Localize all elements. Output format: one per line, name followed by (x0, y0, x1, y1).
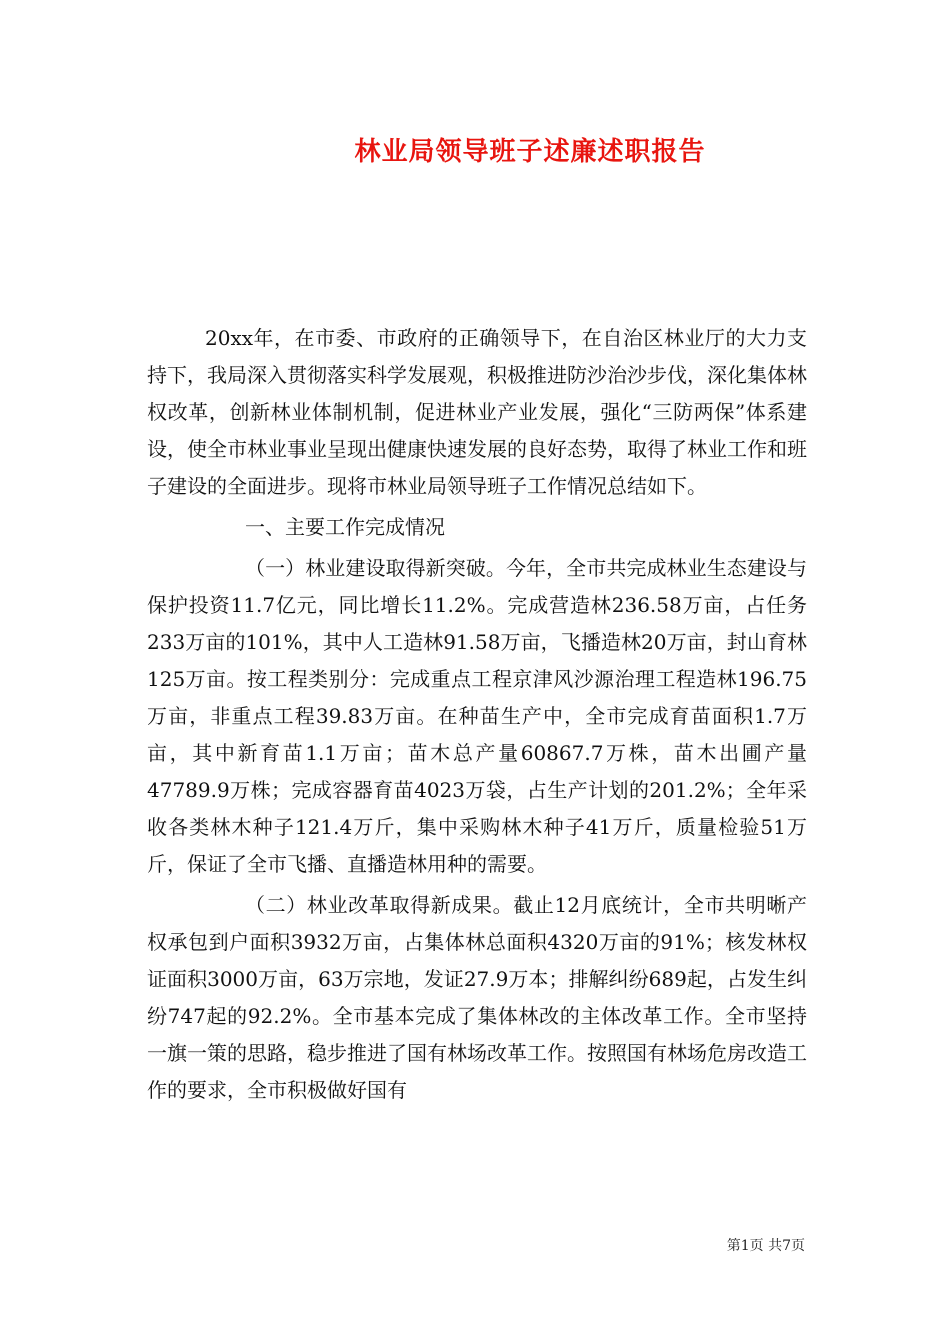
document-title: 林业局领导班子述廉述职报告 (354, 137, 706, 167)
section-heading-main-work: 一、主要工作完成情况 (245, 515, 445, 539)
document-body (147, 320, 807, 1113)
intro-paragraph: 20xx年，在市委、市政府的正确领导下，在自治区林业厅的大力支持下，我局深入贯彻落实科学发展观，积极推进防沙治沙步伐，深化集体林权改革，创新林业体制机制，促进林业产业发展，强化“三防两保”体系建设，使全市林业事业呈现出健康快速发展的良好态势，取得了林业工作和班子建设的全面进步。现将市林业局领导班子工作情况总结如下。 (147, 326, 807, 498)
section-1-paragraph: （一）林业建设取得新突破。今年，全市共完成林业生态建设与保护投资11.7亿元，同比增长11.2%。完成营造林236.58万亩，占任务233万亩的101%，其中人工造林91.58万亩，飞播造林20万亩，封山育林125万亩。按工程类别分：完成重点工程京津风沙源治理工程造林196.75万亩，非重点工程39.83万亩。在种苗生产中，全市完成育苗面积1.7万亩，其中新育苗1.1万亩；苗木总产量60867.7万株，苗木出圃产量47789.9万株；完成容器育苗4023万袋，占生产计划的201.2%；全年采收各类林木种子121.4万斤，集中采购林木种子41万斤，质量检验51万斤，保证了全市飞播、直播造林用种的需要。 (147, 556, 807, 876)
page-number-footer: 第1页 共7页 (726, 1238, 805, 1254)
section-2-paragraph: （二）林业改革取得新成果。截止12月底统计，全市共明晰产权承包到户面积3932万亩，占集体林总面积4320万亩的91%；核发林权证面积3000万亩，63万宗地，发证27.9万本；排解纠纷689起，占发生纠纷747起的92.2%。全市基本完成了集体林改的主体改革工作。全市坚持一旗一策的思路，稳步推进了国有林场改革工作。按照国有林场危房改造工作的要求，全市积极做好国有 (147, 893, 807, 1102)
